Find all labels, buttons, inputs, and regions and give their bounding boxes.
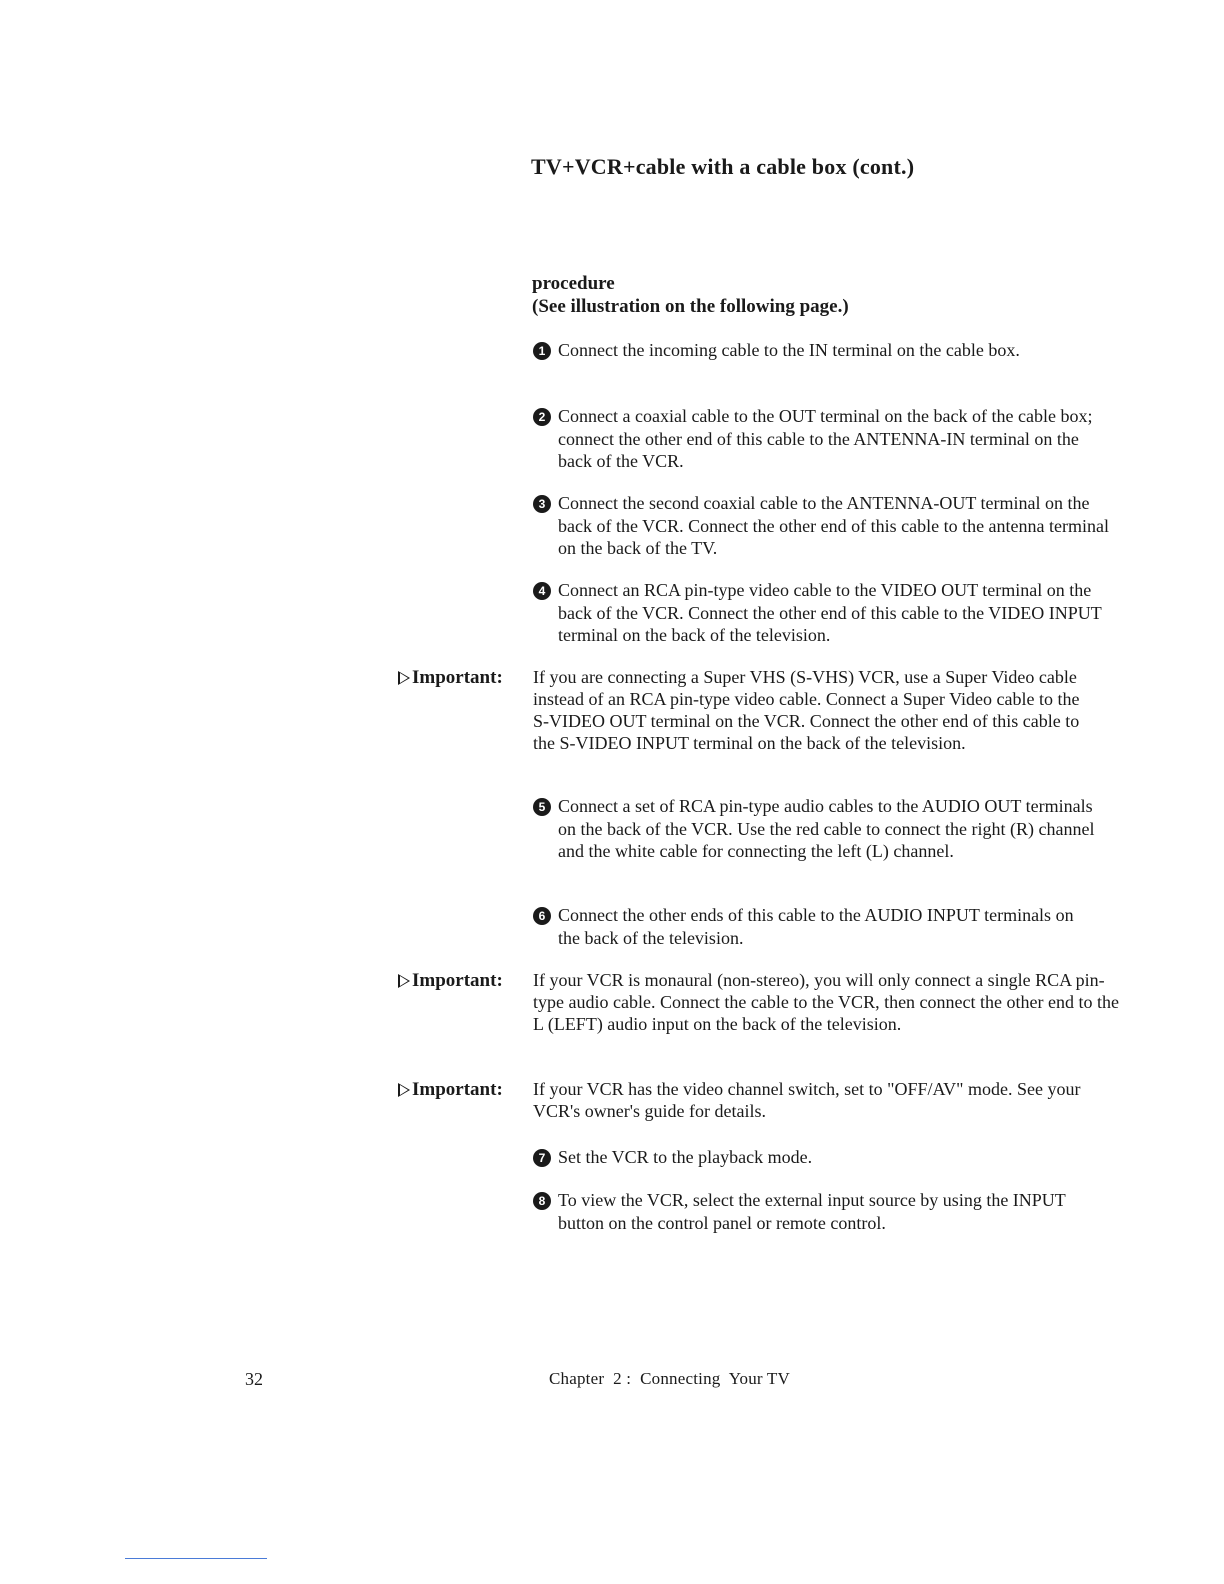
step-7 xyxy=(533,1146,1123,1169)
step-text: Connect the second coaxial cable to the ANTENNA-OUT terminal on the back of the VCR. Connect the other end of this cable to the antenna terminal on the back of the TV. xyxy=(558,493,1110,558)
step-number-badge: 4 xyxy=(533,582,551,600)
important-label-3: Important: xyxy=(398,1079,503,1101)
procedure-subtitle: (See illustration on the following page.) xyxy=(532,296,849,317)
step-6 xyxy=(533,904,1123,949)
chapter-footer: Chapter 2 : Connecting Your TV xyxy=(549,1369,790,1388)
step-text: Connect an RCA pin-type video cable to the VIDEO OUT terminal on the back of the VCR. Connect the other end of this cable to the VIDEO INPUT terminal on the back of the television. xyxy=(558,580,1102,645)
step-2 xyxy=(533,405,1123,473)
step-number-badge: 5 xyxy=(533,798,551,816)
triangle-right-icon xyxy=(398,1083,410,1097)
procedure-title: procedure xyxy=(532,273,615,294)
step-number-badge: 7 xyxy=(533,1149,551,1167)
step-4 xyxy=(533,579,1123,647)
step-text: Connect the other ends of this cable to the AUDIO INPUT terminals on the back of the television. xyxy=(558,905,1074,948)
important-label-1: Important: xyxy=(398,667,503,689)
step-text: Connect a set of RCA pin-type audio cables to the AUDIO OUT terminals on the back of the VCR. Use the red cable to connect the right (R) channel and the white cable for connecting the left (L) channel. xyxy=(558,796,1095,861)
step-number-badge: 6 xyxy=(533,907,551,925)
important-note-3: If your VCR has the video channel switch, set to "OFF/AV" mode. See your VCR's owner's guide for details. xyxy=(533,1079,1081,1121)
triangle-right-icon xyxy=(398,974,410,988)
step-text: Connect the incoming cable to the IN terminal on the cable box. xyxy=(558,340,1020,360)
footer-rule xyxy=(125,1558,267,1559)
page-number: 32 xyxy=(245,1369,263,1389)
step-3 xyxy=(533,492,1123,560)
step-text: Set the VCR to the playback mode. xyxy=(558,1147,813,1167)
step-text: To view the VCR, select the external input source by using the INPUT button on the control panel or remote control. xyxy=(558,1190,1066,1233)
important-label-2: Important: xyxy=(398,970,503,992)
important-note-1: If you are connecting a Super VHS (S-VHS) VCR, use a Super Video cable instead of an RCA pin-type video cable. Connect a Super Video cable to the S-VIDEO OUT terminal on the VCR. Connect the other end of this cable to the S-VIDEO INPUT terminal on the back of the television. xyxy=(533,667,1080,753)
procedure-heading xyxy=(532,272,849,318)
step-number-badge: 2 xyxy=(533,408,551,426)
important-note-2: If your VCR is monaural (non-stereo), you will only connect a single RCA pin-type audio cable. Connect the cable to the VCR, then connect the other end to the L (LEFT) audio input on the back of the television. xyxy=(533,970,1119,1034)
step-1 xyxy=(533,339,1123,362)
step-number-badge: 1 xyxy=(533,342,551,360)
step-5 xyxy=(533,795,1123,863)
page-title: TV+VCR+cable with a cable box (cont.) xyxy=(531,154,915,179)
step-number-badge: 3 xyxy=(533,495,551,513)
step-number-badge: 8 xyxy=(533,1192,551,1210)
step-text: Connect a coaxial cable to the OUT terminal on the back of the cable box; connect the other end of this cable to the ANTENNA-IN terminal on the back of the VCR. xyxy=(558,406,1093,471)
triangle-right-icon xyxy=(398,671,410,685)
step-8 xyxy=(533,1189,1123,1234)
